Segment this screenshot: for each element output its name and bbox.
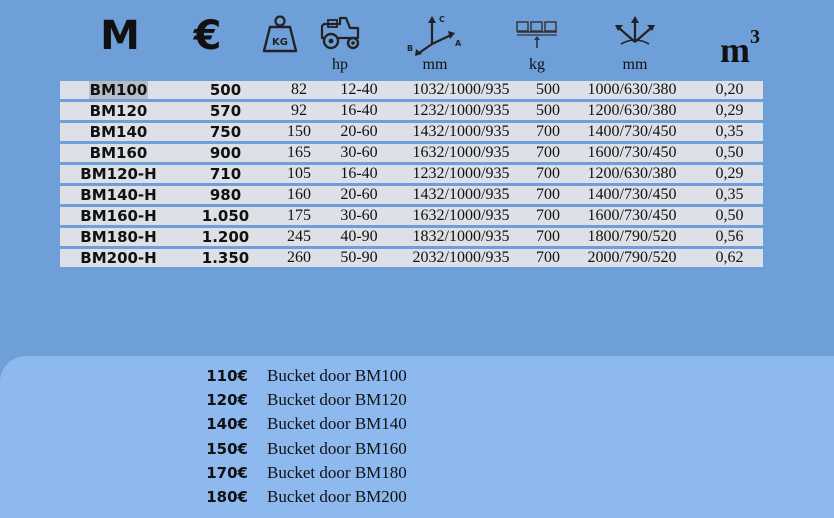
- dimensions-cell: 2032/1000/935: [394, 249, 528, 267]
- bucket-door-price: 120€: [206, 391, 248, 410]
- price-cell: 1.050: [177, 207, 274, 225]
- price-cell: 980: [177, 186, 274, 204]
- power-cell: 50-90: [324, 249, 394, 267]
- model-label: BM100: [89, 81, 148, 99]
- capacity-cell: 700: [528, 228, 568, 246]
- load-capacity-icon: [515, 14, 559, 50]
- model-cell: [60, 81, 177, 99]
- tractor-icon: [318, 14, 362, 50]
- opening-cell: 2000/790/520: [568, 249, 696, 267]
- table-row: [60, 228, 763, 246]
- capacity-cell: 700: [528, 249, 568, 267]
- bucket-door-price: 110€: [206, 367, 248, 385]
- capacity-cell: 700: [528, 165, 568, 183]
- opening-cell: 1400/730/450: [568, 186, 696, 204]
- dimensions-cell: 1632/1000/935: [394, 144, 528, 162]
- bucket-door-label: Bucket door BM140: [267, 414, 407, 434]
- opening-cell: 1200/630/380: [568, 102, 696, 120]
- dimensions-cell: 1032/1000/935: [394, 81, 528, 99]
- weight-kg-icon: [261, 14, 299, 54]
- table-row: [60, 144, 763, 162]
- dimensions-header: [400, 10, 470, 76]
- volume-cell: 0,50: [696, 144, 763, 162]
- weight-cell: 105: [274, 165, 324, 183]
- weight-cell: 160: [274, 186, 324, 204]
- price-cell: 1.200: [177, 228, 274, 246]
- table-row: [60, 186, 763, 204]
- bucket-door-price: 170€: [206, 463, 248, 482]
- bucket-door-label: Bucket door BM180: [267, 462, 407, 482]
- model-cell: BM140-H: [60, 186, 177, 204]
- price-cell: 1.350: [177, 249, 274, 267]
- opening-arrows-icon: [611, 14, 659, 48]
- model-cell: BM140: [60, 123, 177, 141]
- capacity-cell: 700: [528, 144, 568, 162]
- opening-unit: mm: [622, 56, 648, 73]
- model-cell: BM160-H: [60, 207, 177, 225]
- bucket-door-label: Bucket door BM160: [267, 438, 407, 458]
- price-cell: 750: [177, 123, 274, 141]
- dimensions-cell: 1432/1000/935: [394, 186, 528, 204]
- bucket-door-item: [190, 486, 490, 508]
- model-header: M: [100, 13, 140, 59]
- volume-cell: 0,56: [696, 228, 763, 246]
- bucket-door-item: [190, 413, 490, 435]
- price-cell: 570: [177, 102, 274, 120]
- volume-cell: 0,50: [696, 207, 763, 225]
- capacity-cell: 500: [528, 102, 568, 120]
- capacity-cell: 500: [528, 81, 568, 99]
- weight-cell: 165: [274, 144, 324, 162]
- bucket-door-label: Bucket door BM200: [267, 487, 407, 506]
- bucket-door-item: [190, 365, 490, 387]
- power-cell: 16-40: [324, 102, 394, 120]
- table-row: [60, 165, 763, 183]
- volume-cell: 0,35: [696, 186, 763, 204]
- table-row: [60, 123, 763, 141]
- model-cell: BM120: [60, 102, 177, 120]
- dimensions-cell: 1432/1000/935: [394, 123, 528, 141]
- dimensions-cell: 1232/1000/935: [394, 165, 528, 183]
- volume-header: $m^3$: [720, 26, 760, 70]
- bucket-door-item: [190, 389, 490, 411]
- capacity-cell: 700: [528, 207, 568, 225]
- capacity-cell: 700: [528, 123, 568, 141]
- table-row: [60, 81, 763, 99]
- volume-cell: 0,20: [696, 81, 763, 99]
- model-cell: BM120-H: [60, 165, 177, 183]
- weight-cell: 82: [274, 81, 324, 99]
- table-row: [60, 102, 763, 120]
- capacity-unit: kg: [529, 56, 545, 73]
- svg-text:B: B: [407, 44, 414, 53]
- bucket-door-price: 180€: [206, 488, 248, 506]
- power-cell: 30-60: [324, 207, 394, 225]
- spec-table: [60, 78, 763, 270]
- volume-cell: 0,29: [696, 102, 763, 120]
- weight-header: [255, 10, 305, 76]
- power-cell: 20-60: [324, 123, 394, 141]
- weight-cell: 92: [274, 102, 324, 120]
- capacity-cell: 700: [528, 186, 568, 204]
- weight-cell: 150: [274, 123, 324, 141]
- weight-icon-label: KG: [272, 37, 288, 48]
- volume-cell: 0,35: [696, 123, 763, 141]
- opening-cell: 1200/630/380: [568, 165, 696, 183]
- table-row: [60, 249, 763, 267]
- opening-cell: 1400/730/450: [568, 123, 696, 141]
- table-row: [60, 207, 763, 225]
- power-unit: hp: [332, 56, 348, 73]
- svg-text:C: C: [439, 15, 445, 24]
- weight-cell: 245: [274, 228, 324, 246]
- dimensions-unit: mm: [422, 56, 448, 73]
- model-cell: BM180-H: [60, 228, 177, 246]
- capacity-header: [512, 10, 562, 76]
- bucket-door-label: Bucket door BM100: [267, 366, 407, 385]
- dimensions-cell: 1832/1000/935: [394, 228, 528, 246]
- power-cell: 20-60: [324, 186, 394, 204]
- price-cell: 500: [177, 81, 274, 99]
- power-cell: 40-90: [324, 228, 394, 246]
- opening-cell: 1600/730/450: [568, 207, 696, 225]
- price-header: €: [193, 13, 222, 59]
- svg-text:A: A: [455, 39, 462, 48]
- price-cell: 900: [177, 144, 274, 162]
- model-cell: BM200-H: [60, 249, 177, 267]
- opening-header: [605, 10, 665, 76]
- power-cell: 12-40: [324, 81, 394, 99]
- bucket-door-price: 150€: [206, 439, 248, 458]
- power-cell: 30-60: [324, 144, 394, 162]
- bucket-door-price: 140€: [206, 415, 248, 434]
- power-header: [312, 10, 368, 76]
- bucket-door-item: [190, 462, 490, 484]
- opening-cell: 1000/630/380: [568, 81, 696, 99]
- power-cell: 16-40: [324, 165, 394, 183]
- volume-cell: 0,29: [696, 165, 763, 183]
- dimensions-cell: 1232/1000/935: [394, 102, 528, 120]
- weight-cell: 175: [274, 207, 324, 225]
- dimensions-axes-icon: [405, 14, 465, 56]
- model-cell: BM160: [60, 144, 177, 162]
- bucket-door-item: [190, 438, 490, 460]
- price-cell: 710: [177, 165, 274, 183]
- opening-cell: 1600/730/450: [568, 144, 696, 162]
- weight-cell: 260: [274, 249, 324, 267]
- volume-cell: 0,62: [696, 249, 763, 267]
- opening-cell: 1800/790/520: [568, 228, 696, 246]
- dimensions-cell: 1632/1000/935: [394, 207, 528, 225]
- bucket-door-label: Bucket door BM120: [267, 390, 407, 410]
- table-header: [0, 10, 834, 76]
